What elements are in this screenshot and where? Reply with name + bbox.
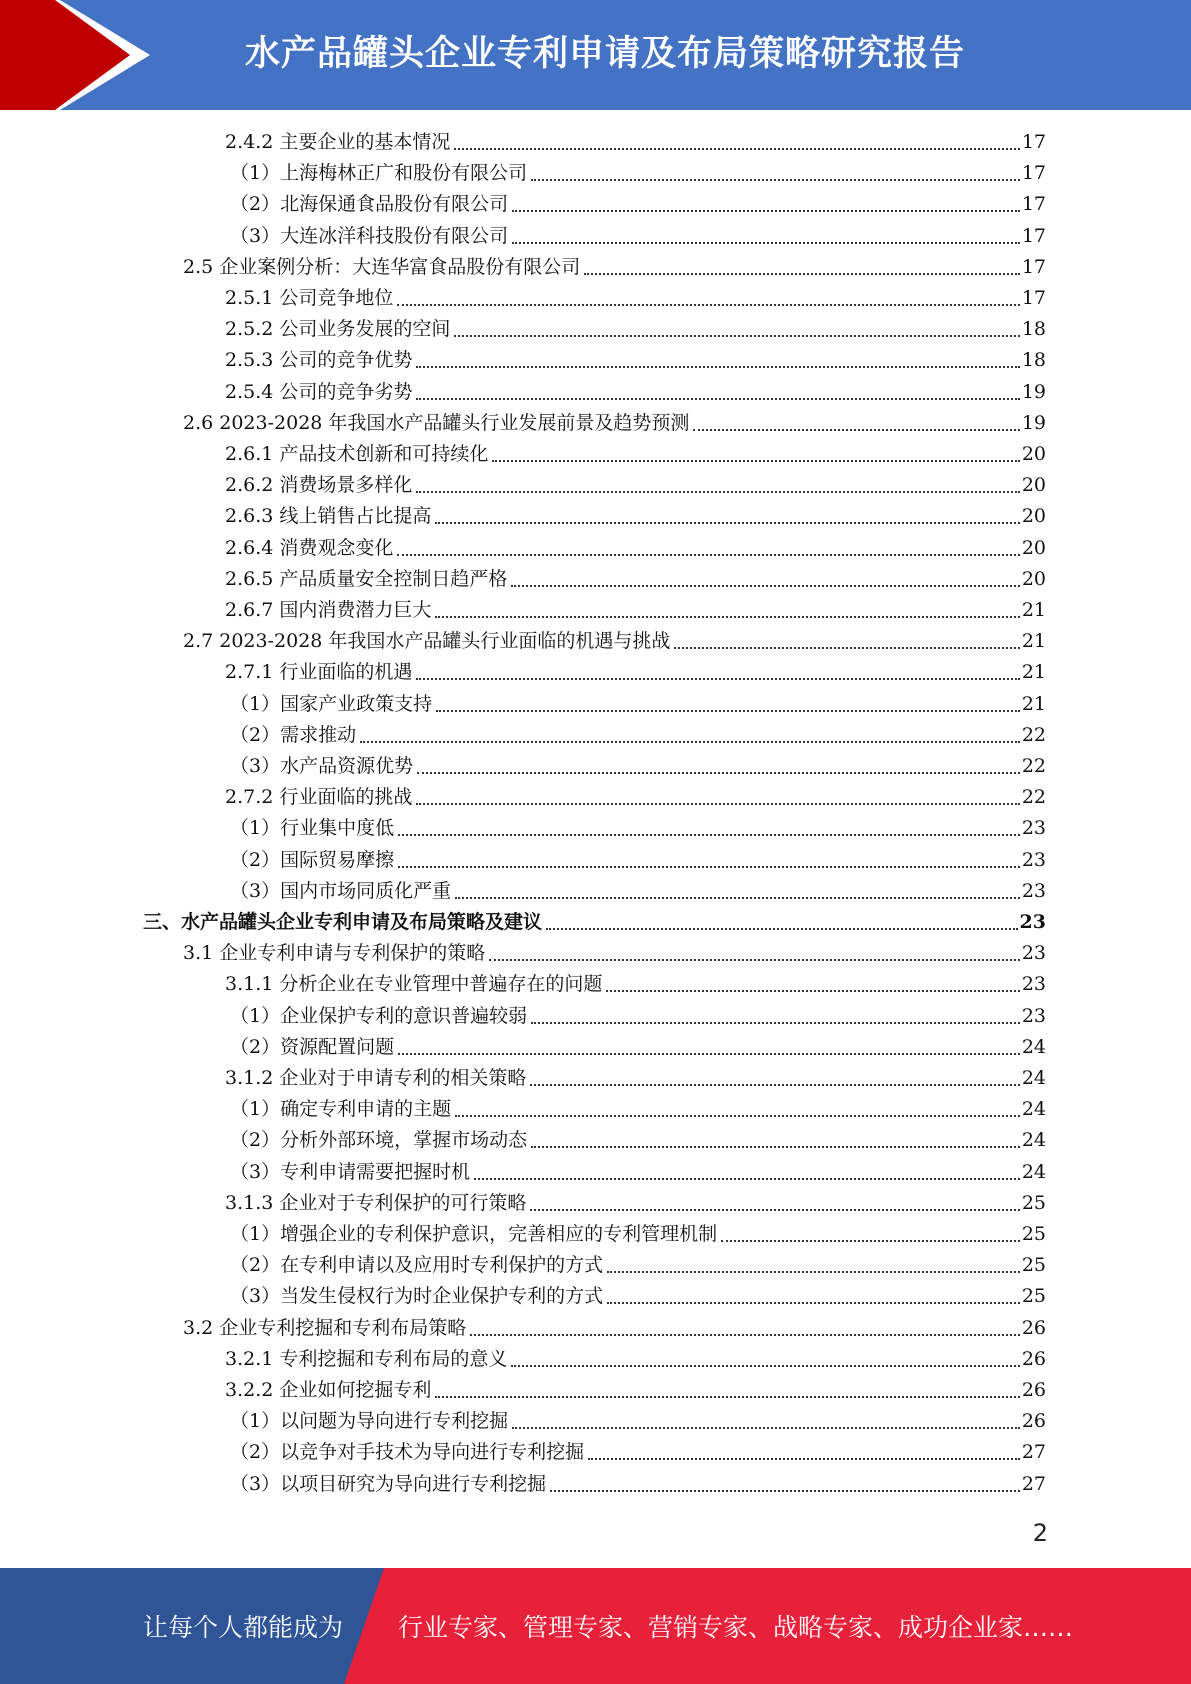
toc-dot-leader bbox=[455, 1115, 1020, 1117]
toc-dot-leader bbox=[397, 554, 1019, 556]
toc-entry-label: （1）以问题为导向进行专利挖掘 bbox=[230, 1410, 509, 1433]
toc-entry-page: 19 bbox=[1021, 380, 1046, 403]
toc-entry[interactable] bbox=[230, 189, 1046, 220]
toc-dot-leader bbox=[454, 335, 1019, 337]
toc-entry-label: （1）企业保护专利的意识普遍较弱 bbox=[230, 1004, 528, 1027]
toc-entry-page: 20 bbox=[1021, 567, 1046, 590]
toc-entry-label: （3）以项目研究为导向进行专利挖掘 bbox=[230, 1472, 547, 1495]
toc-dot-leader bbox=[546, 928, 1018, 930]
toc-entry-page: 25 bbox=[1021, 1285, 1046, 1308]
toc-entry[interactable] bbox=[230, 1125, 1046, 1156]
toc-entry-label: （2）在专利申请以及应用时专利保护的方式 bbox=[230, 1254, 604, 1277]
toc-dot-leader bbox=[511, 585, 1019, 587]
toc-entry-page: 22 bbox=[1021, 755, 1046, 777]
toc-entry-label: 3.1.2 企业对于申请专利的相关策略 bbox=[225, 1067, 527, 1089]
toc-entry[interactable] bbox=[230, 1281, 1046, 1312]
toc-entry-label: 2.6.1 产品技术创新和可持续化 bbox=[225, 443, 489, 465]
toc-entry[interactable] bbox=[230, 720, 1046, 751]
toc-entry[interactable] bbox=[230, 876, 1046, 907]
toc-dot-leader bbox=[398, 1053, 1020, 1055]
toc-entry-label: （3）当发生侵权行为时企业保护专利的方式 bbox=[230, 1285, 604, 1308]
toc-entry-label: （1）上海梅林正广和股份有限公司 bbox=[230, 162, 528, 185]
toc-dot-leader bbox=[474, 1178, 1020, 1180]
toc-dot-leader bbox=[454, 148, 1019, 150]
toc-entry[interactable] bbox=[225, 1344, 1046, 1375]
toc-dot-leader bbox=[416, 678, 1019, 680]
toc-entry-label: 2.7.2 行业面临的挑战 bbox=[225, 786, 413, 809]
toc-entry-label: 2.6.7 国内消费潜力巨大 bbox=[225, 599, 432, 621]
toc-entry-page: 23 bbox=[1021, 1004, 1046, 1027]
toc-dot-leader bbox=[721, 1240, 1020, 1242]
toc-entry-label: 2.7.1 行业面临的机遇 bbox=[225, 661, 413, 684]
toc-dot-leader bbox=[531, 1022, 1020, 1024]
toc-entry-label: 2.6 2023-2028 年我国水产品罐头行业发展前景及趋势预测 bbox=[183, 411, 690, 434]
toc-entry[interactable] bbox=[183, 408, 1046, 439]
toc-dot-leader bbox=[550, 1490, 1020, 1492]
toc-entry[interactable] bbox=[230, 1001, 1046, 1032]
toc-entry-label: （3）专利申请需要把握时机 bbox=[230, 1160, 471, 1183]
toc-entry-label: 三、水产品罐头企业专利申请及布局策略及建议 bbox=[143, 911, 543, 933]
toc-dot-leader bbox=[360, 741, 1020, 743]
toc-dot-leader bbox=[531, 1146, 1020, 1148]
toc-dot-leader bbox=[435, 1396, 1019, 1398]
toc-entry-page: 17 bbox=[1021, 193, 1046, 216]
toc-entry[interactable] bbox=[230, 1469, 1046, 1500]
toc-entry[interactable] bbox=[230, 845, 1046, 876]
header-banner bbox=[0, 0, 1191, 110]
toc-entry-page: 21 bbox=[1021, 692, 1046, 715]
toc-entry-page: 17 bbox=[1021, 224, 1046, 247]
toc-entry-page: 17 bbox=[1021, 162, 1046, 185]
toc-dot-leader bbox=[530, 1084, 1019, 1086]
toc-entry-page: 21 bbox=[1021, 661, 1046, 684]
toc-entry[interactable] bbox=[230, 689, 1046, 720]
footer-slogan-left: 让每个人都能成为 bbox=[143, 1613, 344, 1642]
toc-entry-label: （1）行业集中度低 bbox=[230, 817, 395, 840]
toc-entry[interactable] bbox=[230, 1250, 1046, 1281]
toc-entry-page: 23 bbox=[1019, 911, 1046, 933]
toc-entry-page: 26 bbox=[1021, 1347, 1046, 1370]
toc-entry-label: 2.4.2 主要企业的基本情况 bbox=[225, 131, 451, 153]
toc-entry-label: 2.5.2 公司业务发展的空间 bbox=[225, 318, 451, 341]
toc-dot-leader bbox=[492, 460, 1019, 462]
toc-entry-page: 17 bbox=[1021, 287, 1046, 309]
toc-entry-page: 24 bbox=[1021, 1067, 1046, 1089]
toc-entry-page: 25 bbox=[1021, 1254, 1046, 1277]
toc-entry-page: 18 bbox=[1021, 318, 1046, 341]
toc-entry[interactable] bbox=[225, 283, 1046, 314]
toc-dot-leader bbox=[489, 959, 1020, 961]
toc-dot-leader bbox=[416, 803, 1019, 805]
toc-entry-label: （2）国际贸易摩擦 bbox=[230, 848, 395, 871]
toc-entry[interactable] bbox=[225, 782, 1046, 813]
toc-dot-leader bbox=[398, 834, 1020, 836]
toc-dot-leader bbox=[607, 1271, 1020, 1273]
toc-entry-page: 20 bbox=[1021, 443, 1046, 465]
toc-entry-label: 2.6.3 线上销售占比提高 bbox=[225, 505, 432, 528]
toc-dot-leader bbox=[417, 772, 1020, 774]
toc-entry[interactable] bbox=[225, 377, 1046, 408]
toc-entry-label: （3）大连冰洋科技股份有限公司 bbox=[230, 224, 509, 247]
toc-dot-leader bbox=[455, 897, 1020, 899]
toc-dot-leader bbox=[436, 710, 1020, 712]
toc-dot-leader bbox=[588, 1458, 1020, 1460]
toc-dot-leader bbox=[416, 366, 1019, 368]
toc-entry[interactable] bbox=[225, 1375, 1046, 1406]
toc-dot-leader bbox=[435, 522, 1019, 524]
toc-dot-leader bbox=[531, 179, 1020, 181]
toc-entry-label: 3.2 企业专利挖掘和专利布局策略 bbox=[183, 1316, 467, 1339]
toc-entry-label: （3）国内市场同质化严重 bbox=[230, 879, 452, 902]
toc-entry-label: 3.1 企业专利申请与专利保护的策略 bbox=[183, 942, 486, 965]
toc-entry[interactable] bbox=[225, 533, 1046, 564]
toc-entry[interactable] bbox=[225, 564, 1046, 595]
toc-entry-page: 23 bbox=[1021, 848, 1046, 871]
toc-entry-label: 2.6.4 消费观念变化 bbox=[225, 536, 394, 559]
toc-entry-label: （1）国家产业政策支持 bbox=[230, 692, 433, 715]
toc-entry[interactable] bbox=[230, 1219, 1046, 1250]
toc-entry[interactable] bbox=[225, 595, 1046, 626]
page-number: 2 bbox=[1032, 1519, 1048, 1547]
toc-dot-leader bbox=[435, 616, 1019, 618]
toc-entry[interactable] bbox=[183, 252, 1046, 283]
toc-dot-leader bbox=[416, 398, 1019, 400]
toc-entry-label: 2.5.3 公司的竞争优势 bbox=[225, 349, 413, 372]
toc-entry-label: （2）北海保通食品股份有限公司 bbox=[230, 193, 509, 216]
toc-entry-page: 20 bbox=[1021, 536, 1046, 559]
toc-dot-leader bbox=[584, 273, 1020, 275]
report-title: 水产品罐头企业专利申请及布局策略研究报告 bbox=[245, 34, 966, 74]
toc-entry-label: （2）资源配置问题 bbox=[230, 1035, 395, 1058]
toc-entry-label: 2.7 2023-2028 年我国水产品罐头行业面临的机遇与挑战 bbox=[183, 630, 671, 653]
toc-entry[interactable] bbox=[225, 969, 1046, 1000]
toc-entry-page: 23 bbox=[1021, 973, 1046, 996]
toc-dot-leader bbox=[470, 1334, 1020, 1336]
toc-entry-page: 25 bbox=[1021, 1191, 1046, 1214]
toc-entry-page: 21 bbox=[1021, 630, 1046, 653]
toc-entry[interactable] bbox=[230, 1406, 1046, 1437]
toc-entry[interactable] bbox=[230, 1157, 1046, 1188]
toc-entry-page: 27 bbox=[1021, 1441, 1046, 1464]
toc-entry[interactable] bbox=[230, 751, 1046, 782]
toc-entry-page: 17 bbox=[1021, 131, 1046, 153]
toc-entry-label: 2.6.2 消费场景多样化 bbox=[225, 474, 413, 497]
toc-entry-page: 18 bbox=[1021, 349, 1046, 372]
toc-entry[interactable] bbox=[183, 938, 1046, 969]
toc-entry[interactable] bbox=[183, 1313, 1046, 1344]
toc-entry-label: 2.6.5 产品质量安全控制日趋严格 bbox=[225, 567, 508, 590]
toc-entry-page: 23 bbox=[1021, 942, 1046, 965]
toc-dot-leader bbox=[607, 1302, 1020, 1304]
toc-entry-page: 20 bbox=[1021, 474, 1046, 497]
toc-entry-page: 23 bbox=[1021, 817, 1046, 840]
toc-dot-leader bbox=[511, 1365, 1019, 1367]
toc-entry-page: 27 bbox=[1021, 1472, 1046, 1495]
toc-dot-leader bbox=[397, 304, 1019, 306]
toc-entry-label: 2.5 企业案例分析：大连华富食品股份有限公司 bbox=[183, 255, 581, 278]
toc-dot-leader bbox=[512, 242, 1020, 244]
toc-entry-page: 24 bbox=[1021, 1098, 1046, 1121]
toc-entry-page: 19 bbox=[1021, 411, 1046, 434]
footer-banner bbox=[0, 1568, 1191, 1684]
toc-entry-label: （1）增强企业的专利保护意识，完善相应的专利管理机制 bbox=[230, 1223, 718, 1245]
toc-entry-label: （2）以竞争对手技术为导向进行专利挖掘 bbox=[230, 1441, 585, 1464]
toc-entry-label: 2.5.4 公司的竞争劣势 bbox=[225, 380, 413, 403]
toc-entry[interactable] bbox=[230, 221, 1046, 252]
toc-entry-page: 22 bbox=[1021, 723, 1046, 746]
toc-dot-leader bbox=[530, 1209, 1019, 1211]
toc-entry-page: 17 bbox=[1021, 255, 1046, 278]
toc-entry[interactable] bbox=[225, 439, 1046, 470]
toc-entry-label: （2）需求推动 bbox=[230, 723, 357, 746]
toc-entry[interactable] bbox=[230, 1032, 1046, 1063]
toc-dot-leader bbox=[416, 491, 1019, 493]
toc-entry-page: 24 bbox=[1021, 1035, 1046, 1058]
toc-dot-leader bbox=[512, 1427, 1020, 1429]
toc-entry-page: 22 bbox=[1021, 786, 1046, 809]
toc-entry[interactable] bbox=[230, 1094, 1046, 1125]
toc-entry-label: （1）确定专利申请的主题 bbox=[230, 1098, 452, 1121]
toc-dot-leader bbox=[693, 429, 1019, 431]
toc-entry-page: 26 bbox=[1021, 1379, 1046, 1401]
toc-entry-label: （2）分析外部环境，掌握市场动态 bbox=[230, 1129, 528, 1152]
toc-entry[interactable] bbox=[230, 1437, 1046, 1468]
toc-entry[interactable] bbox=[225, 314, 1046, 345]
toc-entry[interactable] bbox=[225, 345, 1046, 376]
toc-entry-label: （3）水产品资源优势 bbox=[230, 755, 414, 777]
toc-entry[interactable] bbox=[225, 1188, 1046, 1219]
toc-entry[interactable] bbox=[225, 470, 1046, 501]
toc-entry-page: 24 bbox=[1021, 1160, 1046, 1183]
toc-entry[interactable] bbox=[225, 127, 1046, 158]
toc-entry[interactable] bbox=[225, 1063, 1046, 1094]
toc-entry[interactable] bbox=[230, 158, 1046, 189]
toc-entry-label: 3.1.3 企业对于专利保护的可行策略 bbox=[225, 1191, 527, 1214]
footer-slogan-right: 行业专家、管理专家、营销专家、战略专家、成功企业家…… bbox=[398, 1613, 1074, 1642]
toc-dot-leader bbox=[606, 990, 1019, 992]
toc-entry[interactable] bbox=[225, 657, 1046, 688]
toc-entry[interactable] bbox=[143, 907, 1046, 938]
toc-dot-leader bbox=[512, 210, 1020, 212]
toc-entry[interactable] bbox=[230, 813, 1046, 844]
toc-entry[interactable] bbox=[183, 626, 1046, 657]
toc-dot-leader bbox=[398, 866, 1020, 868]
toc-entry-page: 21 bbox=[1021, 599, 1046, 621]
toc-entry-label: 3.2.2 企业如何挖掘专利 bbox=[225, 1379, 432, 1401]
toc-entry-label: 2.5.1 公司竞争地位 bbox=[225, 287, 394, 309]
toc-entry-page: 25 bbox=[1021, 1223, 1046, 1245]
toc-entry-label: 3.1.1 分析企业在专业管理中普遍存在的问题 bbox=[225, 973, 603, 996]
toc-entry-page: 26 bbox=[1021, 1410, 1046, 1433]
toc-entry[interactable] bbox=[225, 501, 1046, 532]
toc-entry-label: 3.2.1 专利挖掘和专利布局的意义 bbox=[225, 1347, 508, 1370]
toc-entry-page: 23 bbox=[1021, 879, 1046, 902]
toc-entry-page: 20 bbox=[1021, 505, 1046, 528]
toc-entry-page: 26 bbox=[1021, 1316, 1046, 1339]
toc-entry-page: 24 bbox=[1021, 1129, 1046, 1152]
toc-dot-leader bbox=[674, 647, 1019, 649]
